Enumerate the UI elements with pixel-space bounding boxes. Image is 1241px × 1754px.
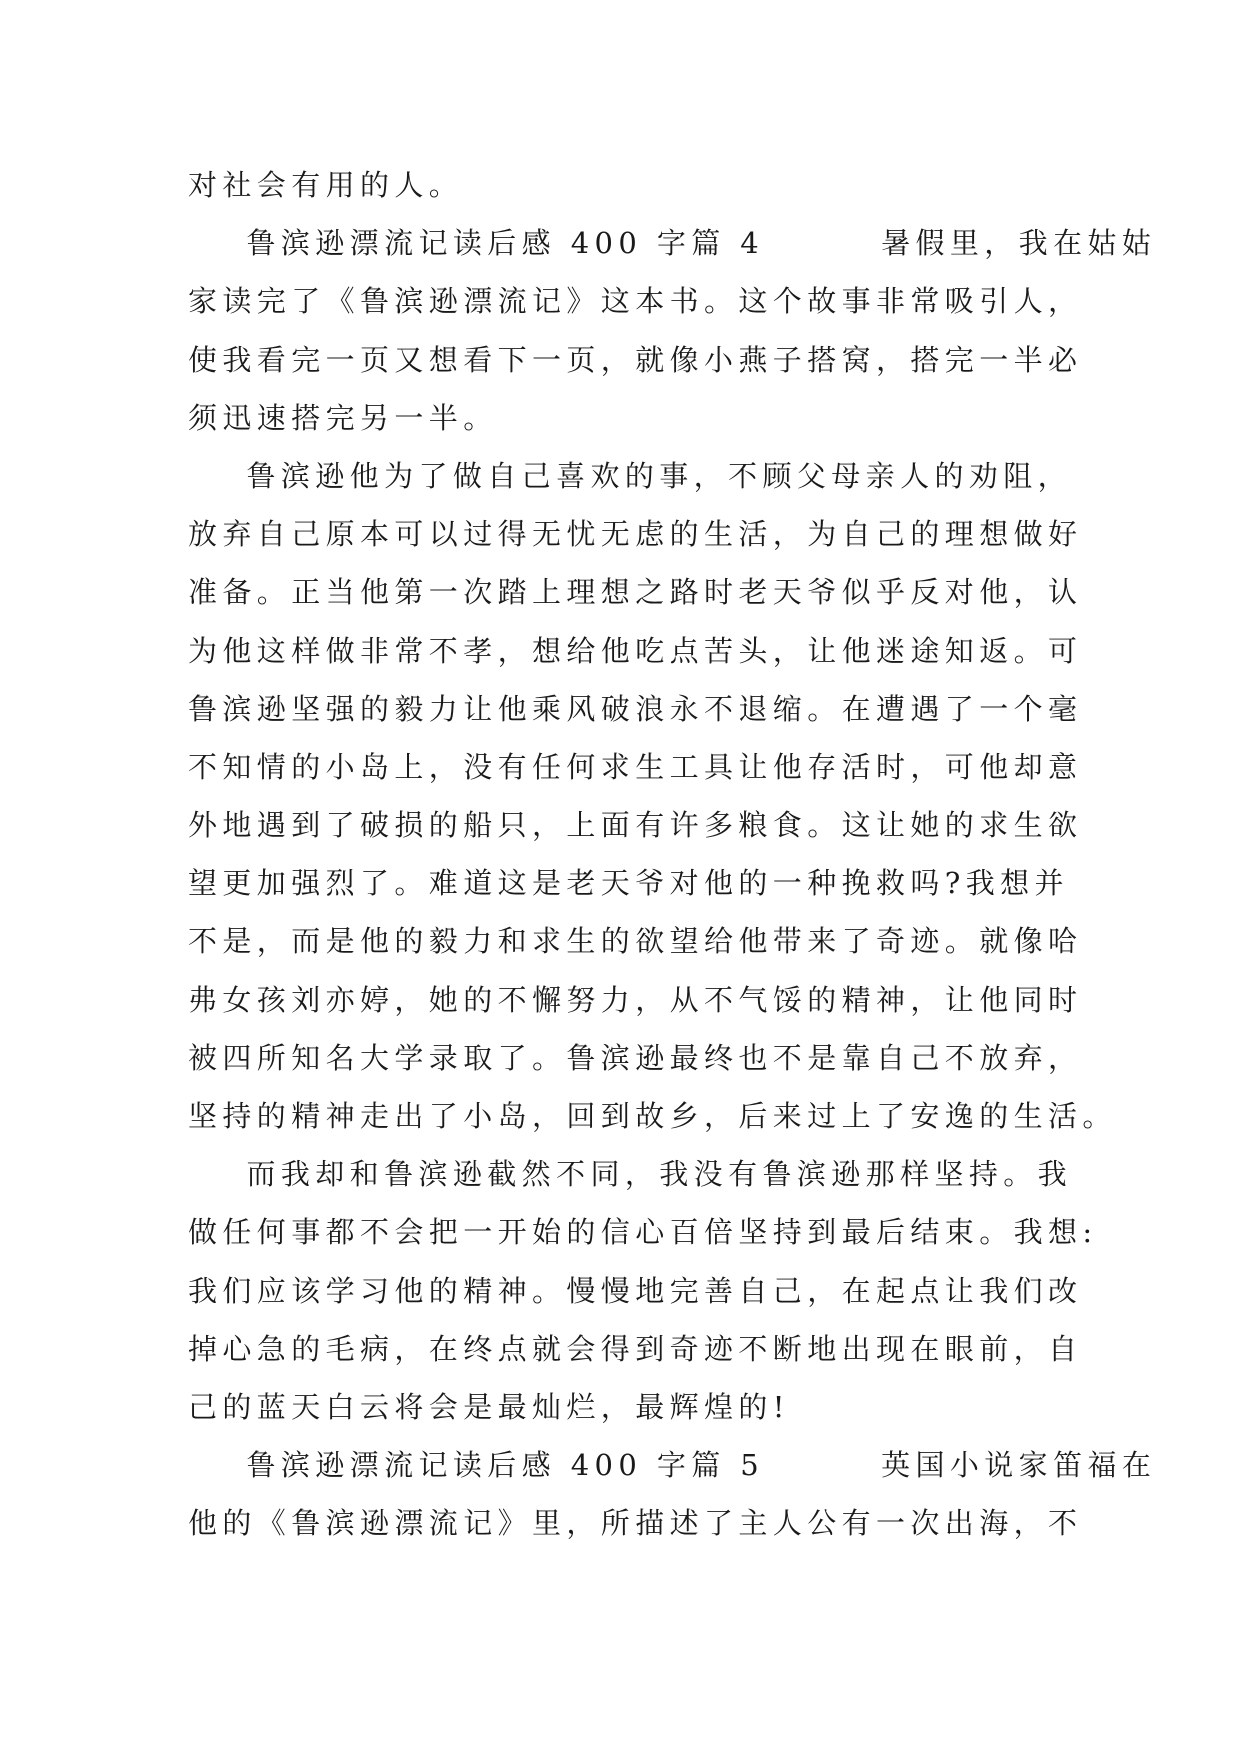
text-line: 弗女孩刘亦婷，她的不懈努力，从不气馁的精神，让他同时 [188,982,1083,1017]
text-line: 而我却和鲁滨逊截然不同，我没有鲁滨逊那样坚持。我 [188,1157,1073,1192]
text-line: 坚持的精神走出了小岛，回到故乡，后来过上了安逸的生活。 [188,1099,1117,1133]
text-line: 不是，而是他的毅力和求生的欲望给他带来了奇迹。就像哈 [188,924,1083,959]
text-line: 对社会有用的人。 [188,168,464,202]
text-line: 掉心急的毛病，在终点就会得到奇迹不断地出现在眼前，自 [188,1331,1083,1366]
text-line: 被四所知名大学录取了。鲁滨逊最终也不是靠自己不放弃， [188,1040,1083,1075]
text-line: 己的蓝天白云将会是最灿烂，最辉煌的! [188,1389,790,1424]
text-line: 鲁滨逊他为了做自己喜欢的事，不顾父母亲人的劝阻， [188,458,1073,493]
text-line: 须迅速搭完另一半。 [188,400,498,435]
text-line: 鲁滨逊坚强的毅力让他乘风破浪永不退缩。在遭遇了一个毫 [188,691,1083,726]
text-line: 望更加强烈了。难道这是老天爷对他的一种挽救吗?我想并 [188,866,1069,901]
text-line: 使我看完一页又想看下一页，就像小燕子搭窝，搭完一半必 [188,342,1083,377]
text-line: 鲁滨逊漂流记读后感 400 字篇 4 暑假里，我在姑姑 [188,226,1157,261]
text-line: 不知情的小岛上，没有任何求生工具让他存活时，可他却意 [188,749,1083,784]
text-line: 鲁滨逊漂流记读后感 400 字篇 5 英国小说家笛福在 [188,1448,1157,1483]
text-line: 为他这样做非常不孝，想给他吃点苦头，让他迷途知返。可 [188,633,1083,668]
essay-text [188,156,1157,1553]
text-line: 我们应该学习他的精神。慢慢地完善自己，在起点让我们改 [188,1273,1083,1308]
text-line: 准备。正当他第一次踏上理想之路时老天爷似乎反对他，认 [188,575,1083,610]
text-line: 放弃自己原本可以过得无忧无虑的生活，为自己的理想做好 [188,517,1083,552]
text-line: 家读完了《鲁滨逊漂流记》这本书。这个故事非常吸引人， [188,284,1083,319]
text-line: 他的《鲁滨逊漂流记》里，所描述了主人公有一次出海，不 [188,1506,1083,1541]
text-line: 做任何事都不会把一开始的信心百倍坚持到最后结束。我想: [188,1215,1098,1250]
text-line: 外地遇到了破损的船只，上面有许多粮食。这让她的求生欲 [188,808,1083,843]
